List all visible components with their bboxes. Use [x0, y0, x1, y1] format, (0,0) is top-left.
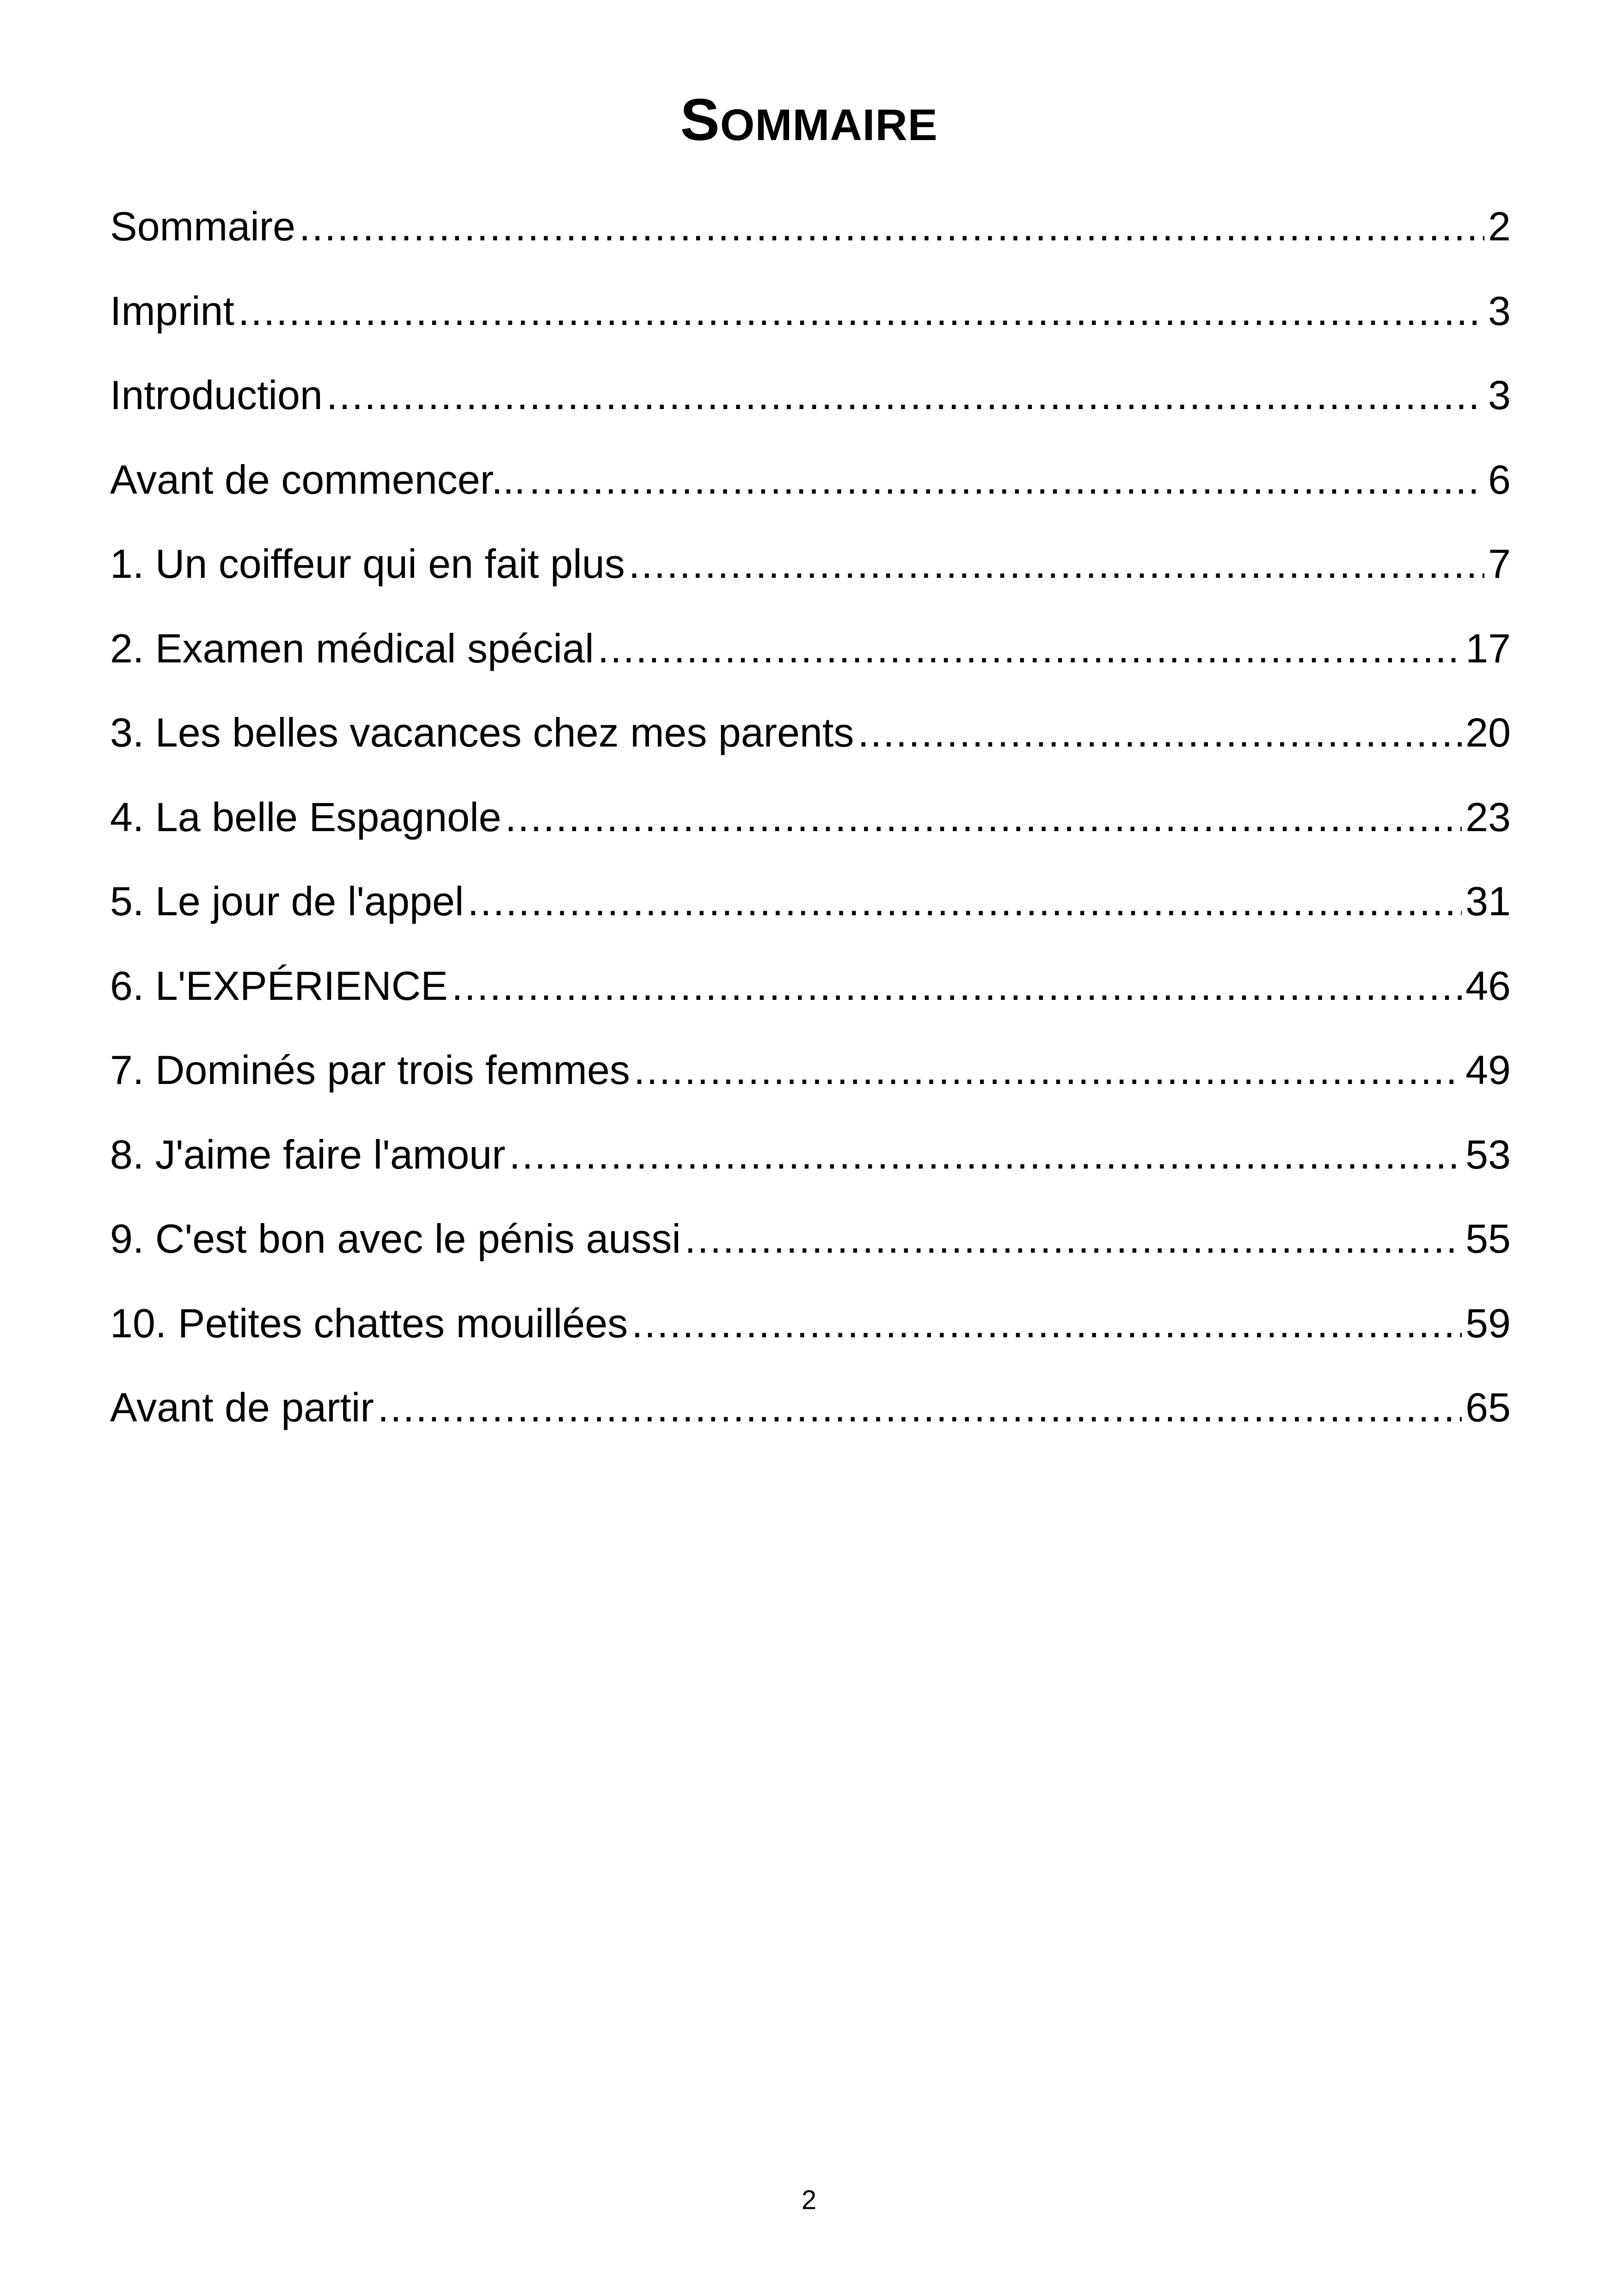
toc-entry-title: Sommaire: [110, 203, 295, 249]
toc-entry[interactable]: [110, 1211, 1511, 1296]
toc-dot-leader: [378, 1380, 1462, 1435]
toc-entry-page: 2: [1488, 203, 1511, 249]
toc-entry-page: 17: [1465, 625, 1511, 671]
toc-dot-leader: [467, 874, 1462, 929]
toc-entry-title: 4. La belle Espagnole: [110, 794, 502, 840]
toc-entry[interactable]: [110, 199, 1511, 283]
toc-entry-page: 59: [1465, 1300, 1511, 1346]
toc-entry[interactable]: [110, 283, 1511, 368]
toc-dot-leader: [299, 199, 1484, 254]
toc-dot-leader: [238, 283, 1484, 339]
toc-dot-leader: [505, 790, 1462, 845]
toc-entry[interactable]: [110, 705, 1511, 790]
toc-entry-title: 3. Les belles vacances chez mes parents: [110, 710, 854, 755]
toc-entry-title: Avant de commencer...: [110, 456, 526, 502]
toc-entry-page: 23: [1465, 794, 1511, 840]
table-of-contents: [110, 199, 1511, 1464]
toc-entry-page: 55: [1465, 1216, 1511, 1261]
toc-dot-leader: [509, 1127, 1462, 1182]
toc-entry[interactable]: [110, 1042, 1511, 1127]
toc-entry-page: 6: [1488, 456, 1511, 502]
toc-entry-title: 6. L'EXPÉRIENCE: [110, 962, 448, 1009]
toc-entry-page: 49: [1465, 1047, 1511, 1093]
toc-entry[interactable]: [110, 874, 1511, 958]
toc-entry[interactable]: [110, 367, 1511, 452]
toc-entry-page: 20: [1465, 710, 1511, 755]
title-first-letter: S: [680, 87, 720, 153]
toc-entry-title: 7. Dominés par trois femmes: [110, 1047, 630, 1093]
toc-entry-title: 1. Un coiffeur qui en fait plus: [110, 541, 625, 587]
toc-entry-title: 9. C'est bon avec le pénis aussi: [110, 1216, 681, 1261]
title-rest: OMMAIRE: [720, 100, 938, 150]
toc-entry-page: 3: [1488, 372, 1511, 418]
toc-entry-page: 53: [1465, 1131, 1511, 1177]
toc-entry-page: 7: [1488, 541, 1511, 587]
toc-entry[interactable]: [110, 790, 1511, 874]
toc-dot-leader: [629, 536, 1484, 592]
toc-entry[interactable]: [110, 1380, 1511, 1464]
toc-entry-title: 5. Le jour de l'appel: [110, 878, 464, 924]
toc-entry-title: Introduction: [110, 372, 323, 418]
toc-dot-leader: [452, 958, 1462, 1014]
toc-dot-leader: [634, 1042, 1462, 1098]
page-title: [0, 86, 1618, 160]
toc-entry-title: Avant de partir: [110, 1384, 374, 1430]
toc-entry-title: 8. J'aime faire l'amour: [110, 1131, 506, 1177]
toc-entry[interactable]: [110, 1127, 1511, 1212]
toc-entry[interactable]: [110, 621, 1511, 705]
toc-entry-page: 3: [1488, 288, 1511, 334]
toc-entry-title: Imprint: [110, 288, 234, 334]
toc-dot-leader: [858, 705, 1462, 760]
toc-entry[interactable]: [110, 1296, 1511, 1380]
toc-entry[interactable]: [110, 536, 1511, 621]
toc-entry-title: 10. Petites chattes mouillées: [110, 1300, 628, 1346]
toc-entry-title: 2. Examen médical spécial: [110, 625, 594, 671]
toc-entry[interactable]: [110, 958, 1511, 1043]
toc-entry[interactable]: [110, 452, 1511, 537]
page-number: 2: [801, 2185, 817, 2215]
toc-entry-page: 31: [1465, 878, 1511, 924]
toc-dot-leader: [685, 1211, 1462, 1267]
toc-dot-leader: [631, 1296, 1462, 1351]
toc-dot-leader: [598, 621, 1462, 676]
toc-entry-page: 46: [1465, 962, 1511, 1009]
toc-entry-page: 65: [1465, 1384, 1511, 1430]
toc-dot-leader: [326, 367, 1484, 423]
toc-dot-leader: [529, 452, 1484, 508]
